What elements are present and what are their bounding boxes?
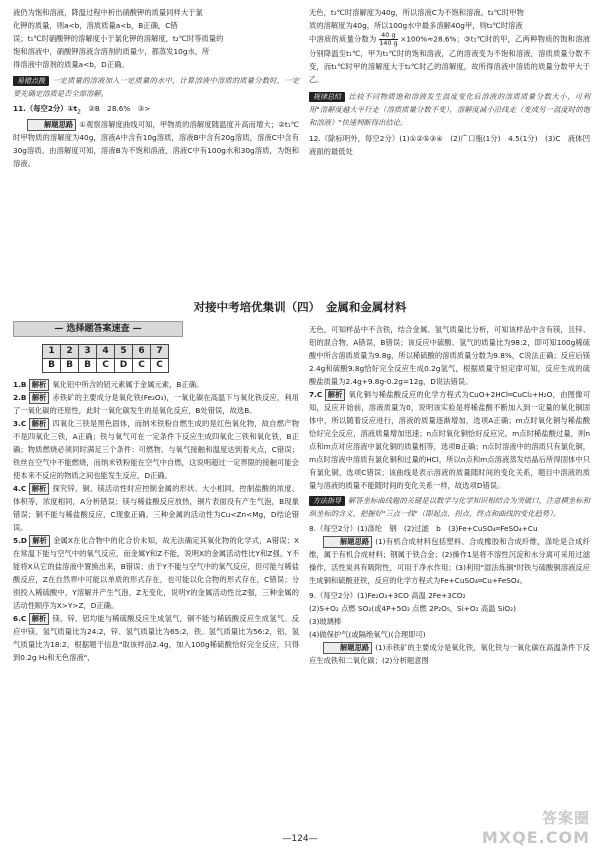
q11-head: 11.（每空2分）①t: [13, 104, 78, 113]
q11-text: ①观察溶解度曲线可知，甲物质的溶解度随温度升高而增大；②t₁℃时甲物质的溶解度为40g，溶液A中含有10g溶质，溶液B中含有20g溶质，溶液C中含有30g溶质。由溶解度可知，溶液B为不饱和溶液，溶液C中有100g水和30g溶质，为饱和溶液。: [13, 120, 299, 169]
item-tag: 解题思路: [323, 536, 372, 548]
item-num: 3.C: [13, 419, 27, 428]
item-tag: 解析: [325, 389, 346, 401]
item-num: 5.D: [13, 536, 27, 545]
watermark-line: 答案圈: [541, 809, 590, 827]
answer-number: 6: [133, 345, 151, 359]
item-tag: 解析: [29, 379, 50, 391]
answer-letter: D: [115, 359, 133, 373]
text-line: 无色，t₁℃时溶解度为40g，所以溶液C为不饱和溶液。t₂℃时甲物: [309, 8, 524, 17]
section-title: 对接中考培优集训（四） 金属和金属材料: [193, 300, 407, 314]
item-tag: 解析: [29, 483, 50, 495]
item9-explanation: [309, 641, 590, 667]
fraction-num: 40 g: [379, 32, 398, 40]
answer-number: 1: [43, 345, 61, 359]
item-text: 金属X在化合物中的化合价未知，故无法确定其氧化物的化学式，A错误；X在常温下能与空气中的氧气反应，而金属Y和Z不能，说明X的金属活动性比Y和Z强，Y不能将X从它的盐溶液中置换出来，B错误；由于Y不能与空气中的氧气反应，但可能与稀盐酸反应，Z在自然界中可能以单质的形式存在，也可能以化合物的形式存在，C错误；分别投入稀硫酸中，Y溶解并产生气泡，Z无变化，说明Y的金属活动性比Z强，三种金属的活动性顺序为X>Y>Z，D正确。: [13, 536, 299, 610]
answer-quick-check-header: — 选择题答案速查 —: [13, 321, 183, 337]
answer-letter: B: [61, 359, 79, 373]
answer-letter: C: [133, 359, 151, 373]
page-number: —124—: [282, 834, 318, 844]
left-top-block: [13, 6, 299, 170]
text-line: 饱和溶液中，硝酸钾溶液含溶剂的质量少，都蒸发10g水，所: [13, 47, 210, 56]
q11-answer: 11.（每空2分）$①t_2$ ②B 28.6% ③>: [13, 104, 151, 116]
item-text: (1)赤铁矿的主要成分是氧化铁，氧化铁与一氧化碳在高温条件下反应生成铁和二氧化碳；(2)分析题意图: [309, 643, 590, 665]
answer-item: [13, 482, 299, 534]
text-line: 化钾的质量，则a<b，溶质质量a<b，B正确，C错: [13, 21, 178, 30]
right-column-top: [309, 6, 590, 158]
item-text: 赤铁矿的主要成分是氧化铁(Fe₂O₃)，一氧化碳在高温下与氧化铁反应，利用了一氧化碳的还原性，此时一氧化碳发生的是氧化反应，B处错误，故选B。: [13, 393, 299, 415]
text-line: [309, 32, 590, 86]
item9-line: (2)S+O₂ 点燃 SO₂(或4P+5O₂ 点燃 2P₂O₅，Si+O₂ 高温 SiO₂): [309, 604, 516, 613]
item9-line: (3)玻璃棒: [309, 617, 342, 626]
q12-answer: 12.（除标明外，每空2分）(1)①②⑤③④ (2)广口瓶(1分) 4.5(1分) (3)C 液体凹液面的最低处: [309, 134, 590, 156]
item-num: 1.B: [13, 380, 27, 389]
answer-letter: C: [97, 359, 115, 373]
item-num: 6.C: [13, 614, 27, 623]
answer-item: [13, 391, 299, 417]
right-answers: [309, 323, 590, 667]
item8-explanation: [309, 535, 590, 587]
left-column: [13, 6, 299, 170]
answer-number: 5: [115, 345, 133, 359]
item-text: 氧化铜与稀盐酸反应的化学方程式为CuO+2HCl═CuCl₂+H₂O，由图像可知，反应开始前，溶液质量为0，说明该实验是将稀盐酸不断加入到一定量的氧化铜固体中，所以随着反应进行，溶液的质量逐渐增加，选项A正确；m点时氧化铜与稀盐酸恰好完全反应，溶液质量增加迅速；n点时氧化铜恰好反应完，m点时稀盐酸过量，则n点和m点对应溶液中氯化铜的质量相等，选项B正确；n点时溶液中的溶质只有氯化铜，m点时溶液中溶质有氯化铜和过量的HCl，所以n点和m点溶液蒸发结晶后所得固体中只有氯化铜，选项C错误；该曲线是表示溶液的质量随时间的变化关系，题目中溶液的质量与溶液的质量不能随时间的变化关系一样，故选项D错误。: [309, 390, 590, 490]
watermark-line: MXQE.COM: [481, 828, 590, 847]
rule-tag: 规律总结: [309, 92, 345, 102]
answer-number: 2: [61, 345, 79, 359]
item9-head: 9.（每空2分）(1)Fe₂O₃+3CO 高温 2Fe+3CO₂: [309, 591, 466, 600]
item6-continuation: 无色，可知样品中不含铁，结合金属、氢气质量比分析，可知该样品中含有镁，且锌、铝的混合物，A错误，B错误；该反应中硫酸、氢气的质量比为98:2，即可知100g稀硫酸中所含溶质质量为9.8g，所以稀硫酸的溶质质量分数为9.8%，C说法正确；反应后镁2.4g和硫酸9.8g恰好完全反应生成0.2g氢气，根据质量守恒定律可知，反应生成的硫酸盐质量为2.4g+9.8g-0.2g=12g，D说法错误。: [309, 325, 590, 386]
answer-item: [13, 417, 299, 482]
item-text: (1)有机合成材料包括塑料、合成橡胶和合成纤维，涤纶是合成纤维，属于有机合成材料；钢属于铁合金；(2)操作1是将不溶性沉淀和水分离可采用过滤操作，活性炭具有吸附性，可用于净水作用；(3)利用"湿法炼铜"时铁与硫酸铜溶液反应生成铜和硫酸亚铁，反应的化学方程式为Fe+CuSO₄═Cu+FeSO₄。: [309, 537, 590, 585]
item8-head: 8.（每空2分）(1)涤纶 钢 (2)过滤 b (3)Fe+CuSO₄═FeSO₄+Cu: [309, 524, 538, 533]
item-tag: 解析: [29, 613, 50, 625]
answer-letter: C: [151, 359, 169, 373]
text-part: 中溶质的质量分数为: [309, 34, 377, 44]
answer-item: [13, 612, 299, 664]
item9-line: (4)做保护气(或隔绝氧气)(合理即可): [309, 630, 426, 639]
answer-item: [13, 534, 299, 612]
fraction: [379, 32, 398, 47]
item-num: 2.B: [13, 393, 27, 402]
item-num: 4.C: [13, 484, 27, 493]
text-line: 液仍为饱和溶液，降温过程中析出硝酸钾的质量同样大于氯: [13, 8, 203, 17]
left-answers: [13, 378, 299, 664]
answer-item-7: [309, 388, 590, 492]
text-line: 质的溶解度为40g，所以100g水中最多溶解40g甲，则t₂℃时溶液: [309, 21, 523, 30]
text-line: 得溶液中溶剂的质量a<b，D正确。: [13, 60, 129, 69]
method-block: [309, 494, 590, 520]
answer-number: 7: [151, 345, 169, 359]
item-tag: 解析: [29, 535, 50, 547]
text-line: 误；t₁℃时硝酸钾的溶解度小于氯化钾的溶解度，t₂℃时等质量的: [13, 34, 224, 43]
item-text: 四氧化三铁是黑色固体，而纳米铁粉自燃生成的是红色氧化物，故自燃产物不是四氧化三铁，A正确；铁与氧气可在一定条件下反应生成四氧化三铁和氧化铁，B正确；物质燃烧必须同时满足三个条件：可燃物、与氧气接触和温度达到着火点，C错误；铁丝在空气中不能燃烧，而纳米铁粉能在空气中自燃，这说明超过一定界限的接触可能会使本来不反应的物质之间也能发生反应，D正确。: [13, 419, 299, 480]
method-tag: 方法指导: [309, 496, 345, 506]
answer-number: 4: [97, 345, 115, 359]
answer-table: [42, 344, 169, 373]
tip-tag: 易错点拨: [13, 76, 49, 86]
answer-letter: B: [43, 359, 61, 373]
item-num: 7.C: [309, 390, 323, 399]
item-text: 镁、锌、铝均能与稀硫酸反应生成氢气，铜不能与稀硫酸反应生成氢气。反应中镁、氢气质量比为24:2，锌、氢气质量比为65:2，铁、氢气质量比为56:2，铝、氢气质量比为18:2，根据题干信息"取该样品2.4g，加入100g稀硫酸恰好完全反应，只得到0.2g H₂和无色溶液"，: [13, 614, 299, 662]
tip-block: [13, 74, 299, 100]
rule-block: [309, 90, 590, 129]
answer-item: [13, 378, 299, 391]
item-tag: 解析: [29, 392, 50, 404]
tip-text: 一定质量的溶液加入一定质量的水中，计算溶液中溶质的质量分数时，一定要先确定溶质是否全部溶解。: [13, 76, 299, 98]
item-text: 探究锌、铜、镁活动性时应控制金属的形状、大小相同，控制盐酸的浓度、体积等，浓度相同，A分析错误；镁与稀盐酸反应放热，铜片表面没有产生气泡，B现象错误；铜不能与稀盐酸反应，C现象正确。三种金属的活动性为Cu<Zn<Mg，D结论错误。: [13, 484, 299, 532]
answer-letter: B: [79, 359, 97, 373]
item-tag: 解题思路: [323, 642, 372, 654]
item-text: 氧化铝中所含的铝元素属于金属元素，B正确。: [52, 380, 204, 389]
watermark-logo: [470, 808, 590, 848]
q11-explanation: [13, 118, 299, 170]
answer-number: 3: [79, 345, 97, 359]
q11-rest: ②B 28.6% ③>: [88, 104, 151, 113]
method-text: 解答坐标曲线题的关键是以数学与化学知识相结合为突破口，注意横坐标和纵坐标的含义，把握好"三点一线"（即起点、拐点、终点和曲线的变化趋势）。: [309, 496, 590, 518]
fraction-den: 140 g: [379, 39, 398, 47]
item-tag: 解析: [29, 418, 50, 430]
rule-text: 比较不同物质饱和溶液发生温度变化后溶液的溶质质量分数大小，可利用"溶解度越大平行走（溶质质量分数不变），溶解度减小沿线走（变成另一温度时的饱和溶液）"快速判断得出结论。: [309, 92, 590, 127]
answer-letter-row: [43, 359, 169, 373]
text-part: ×100%≈28.6%；③t₁℃时的甲，乙两种物质的饱和溶液分别降温至t₁℃，甲为t₁℃时的饱和溶液，乙的溶液变为不饱和溶液，溶质质量分数不变，而t₁℃时甲的溶解度大于t₂℃时乙的溶解度，故所得溶液中溶质的质量分数甲大于乙。: [309, 34, 590, 84]
answer-number-row: [43, 345, 169, 359]
q11-tag: 解题思路: [27, 119, 76, 131]
